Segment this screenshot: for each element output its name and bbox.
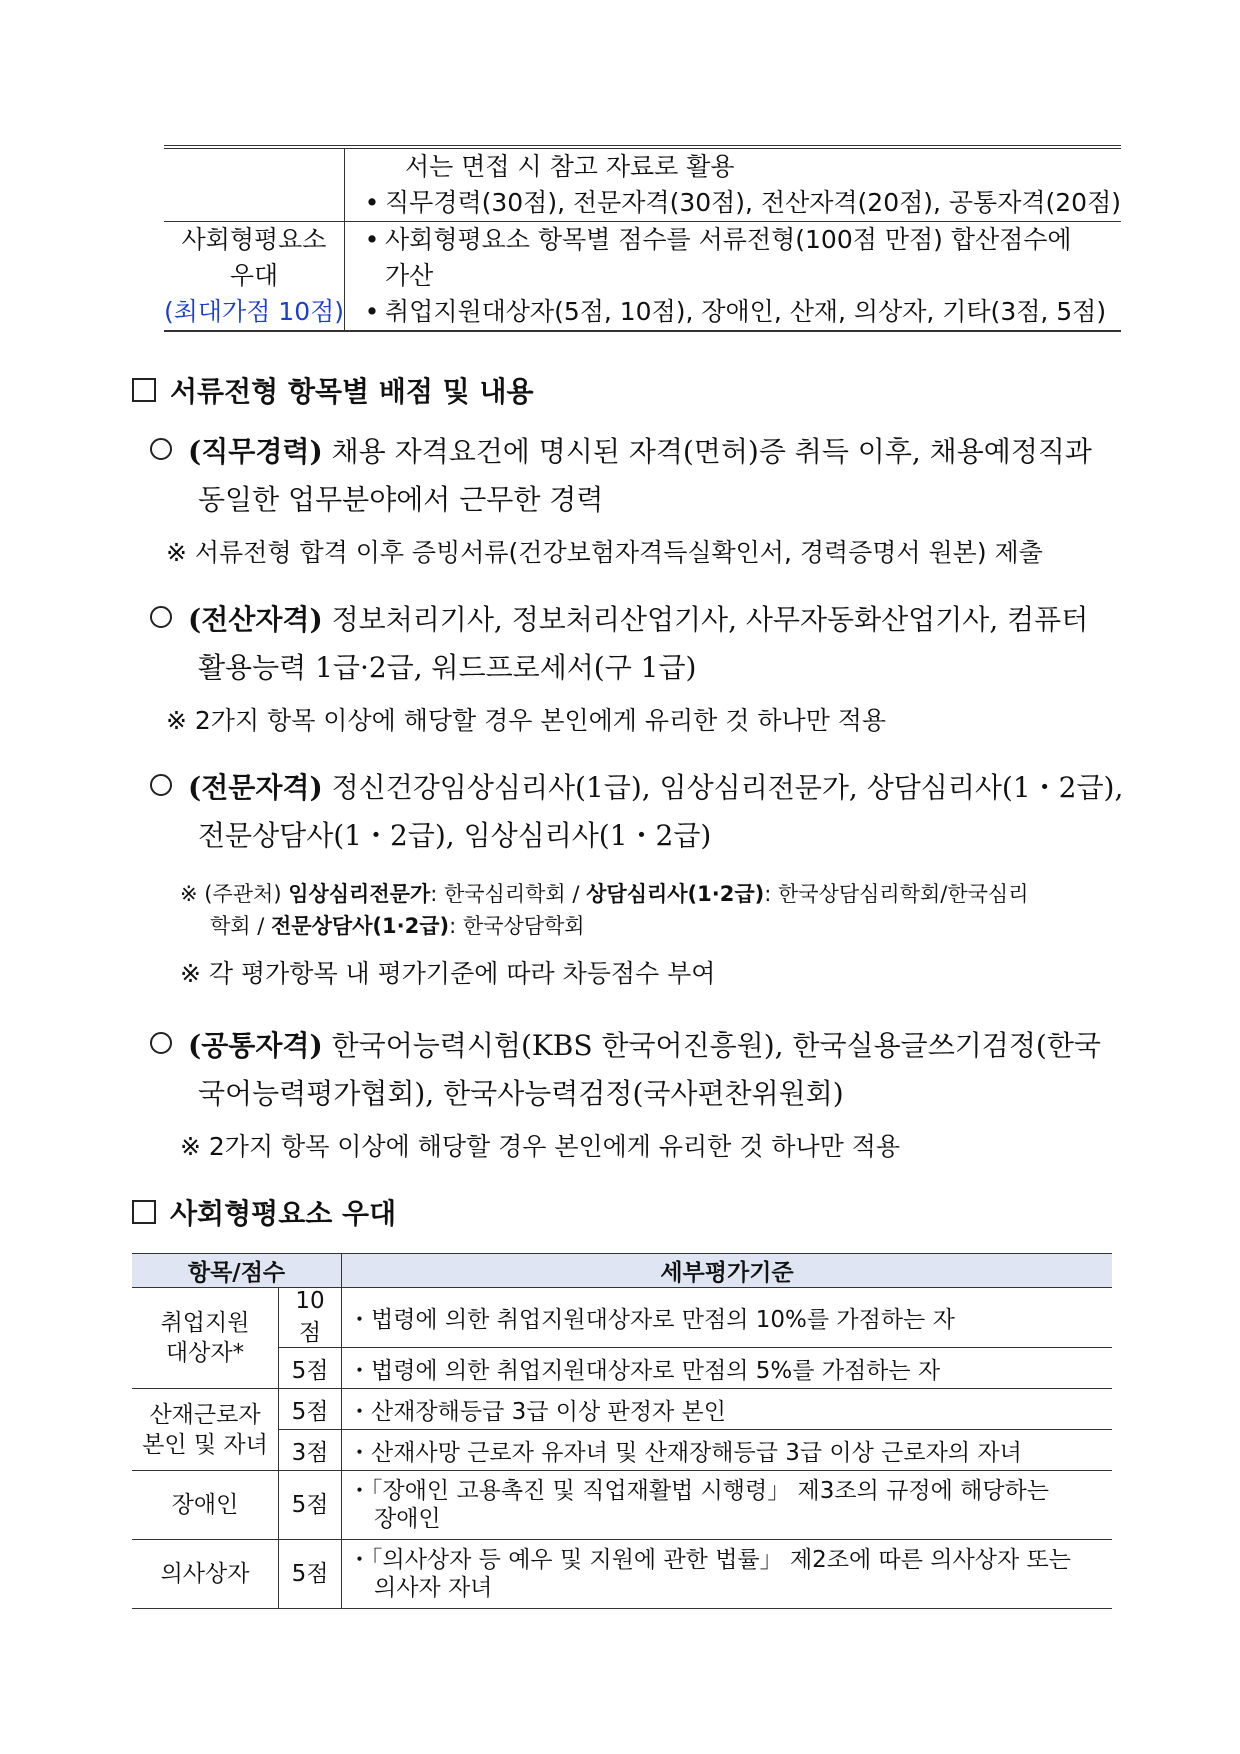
item-text: 국어능력평가협회), 한국사능력검정(국사편찬위원회) <box>198 1077 844 1110</box>
category-cell: 의사상자 <box>132 1540 279 1609</box>
note-text: 학회 / <box>210 914 271 938</box>
note-text: : 한국상담학회 <box>449 914 585 938</box>
section-title: 서류전형 항목별 배점 및 내용 <box>170 375 534 408</box>
table-row <box>132 1348 1112 1389</box>
note-bold: 전문상담사(1·2급) <box>271 914 450 938</box>
points-cell: 5점 <box>279 1540 342 1609</box>
text-line: 서는 면접 시 참고 자료로 활용 <box>405 152 735 181</box>
circle-bullet-icon <box>150 606 172 628</box>
circle-bullet-icon <box>150 774 172 796</box>
item-text: 정신건강임상심리사(1급), 임상심리전문가, 상담심리사(1・2급), <box>331 771 1124 804</box>
text-line: 사회형평요소 항목별 점수를 서류전형(100점 만점) 합산점수에 <box>385 225 1072 254</box>
text-line: 취업지원대상자(5점, 10점), 장애인, 산재, 의상자, 기타(3점, 5점) <box>385 297 1107 326</box>
item-line <box>150 1028 1101 1064</box>
category-line: 본인 및 자녀 <box>142 1431 268 1458</box>
criteria-cell: ・법령에 의한 취업지원대상자로 만점의 5%를 가점하는 자 <box>342 1348 1113 1389</box>
label-line-accent: (최대가점 10점) <box>164 297 345 326</box>
note-line: ※ 각 평가항목 내 평가기준에 따라 차등점수 부여 <box>180 959 716 988</box>
note-text: : 한국심리학회 / <box>430 882 587 906</box>
item-text: 채용 자격요건에 명시된 자격(면허)증 취득 이후, 채용예정직과 <box>331 435 1092 468</box>
item-text: 정보처리기사, 정보처리산업기사, 사무자동화산업기사, 컴퓨터 <box>331 603 1089 636</box>
note-bold: 상담심리사(1·2급) <box>586 882 765 906</box>
circle-bullet-icon <box>150 438 172 460</box>
section-heading <box>132 370 534 410</box>
note-line: ※ 2가지 항목 이상에 해당할 경우 본인에게 유리한 것 하나만 적용 <box>180 1132 901 1161</box>
note-line <box>210 910 585 942</box>
item-text: 한국어능력시험(KBS 한국어진흥원), 한국실용글쓰기검정(한국 <box>331 1029 1101 1062</box>
table-cell-label <box>164 222 345 332</box>
circle-bullet-icon <box>150 1032 172 1054</box>
note-text: : 한국상담심리학회/한국심리 <box>764 882 1029 906</box>
criteria-cell: ・산재사망 근로자 유자녀 및 산재장해등급 3급 이상 근로자의 자녀 <box>342 1430 1113 1471</box>
table-header-row <box>132 1254 1112 1288</box>
section-title: 사회형평요소 우대 <box>170 1197 397 1230</box>
criteria-line: ・「의사상자 등 예우 및 지원에 관한 법률」 제2조에 따른 의사상자 또는 <box>348 1547 1071 1573</box>
category-cell <box>132 1288 279 1389</box>
table-cell-content <box>345 222 1121 332</box>
checkbox-square-icon <box>132 378 156 402</box>
criteria-line: ・「장애인 고용촉진 및 직업재활법 시행령」 제3조의 규정에 해당하는 <box>348 1478 1049 1504</box>
points-cell: 5점 <box>279 1389 342 1430</box>
category-line: 취업지원 <box>160 1310 250 1336</box>
criteria-cell: ・산재장해등급 3급 이상 판정자 본인 <box>342 1389 1113 1430</box>
points-cell: 5점 <box>279 1348 342 1389</box>
top-summary-table <box>164 145 1121 332</box>
note-line: ※ 2가지 항목 이상에 해당할 경우 본인에게 유리한 것 하나만 적용 <box>166 706 887 735</box>
table-row <box>132 1540 1112 1609</box>
label-line: 우대 <box>229 261 279 290</box>
criteria-cell: ・법령에 의한 취업지원대상자로 만점의 10%를 가점하는 자 <box>342 1288 1113 1348</box>
table-header-criteria: 세부평가기준 <box>342 1254 1113 1288</box>
table-row <box>132 1471 1112 1540</box>
points-cell: 10점 <box>279 1288 342 1348</box>
item-label: (공통자격) <box>188 1029 323 1062</box>
note-text: ※ (주관처) <box>180 882 289 906</box>
bullet-line <box>345 294 1121 330</box>
item-text: 전문상담사(1・2급), 임상심리사(1・2급) <box>198 819 712 852</box>
bullet-line <box>345 185 1121 221</box>
bullet-icon: • <box>364 188 380 217</box>
text-line: 직무경력(30점), 전문자격(30점), 전산자격(20점), 공통자격(20점) <box>385 188 1121 217</box>
category-line: 산재근로자 <box>149 1401 261 1428</box>
table-cell-content <box>345 147 1121 222</box>
table-row <box>132 1389 1112 1430</box>
item-label: (전문자격) <box>188 771 323 804</box>
section-heading <box>132 1192 396 1232</box>
table-row <box>132 1288 1112 1348</box>
bullet-icon: • <box>364 297 380 326</box>
criteria-cell <box>342 1540 1113 1609</box>
table-header-item: 항목/점수 <box>132 1254 342 1288</box>
category-cell <box>132 1389 279 1471</box>
category-line: 대상자* <box>165 1340 245 1366</box>
item-line <box>150 434 1092 470</box>
social-equity-table <box>132 1253 1112 1609</box>
item-label: (전산자격) <box>188 603 323 636</box>
note-bold: 임상심리전문가 <box>288 882 431 906</box>
item-text: 활용능력 1급·2급, 워드프로세서(구 1급) <box>198 651 697 684</box>
bullet-icon: • <box>364 225 380 254</box>
note-line: ※ 서류전형 합격 이후 증빙서류(건강보험자격득실확인서, 경력증명서 원본) 제출 <box>166 538 1043 567</box>
text-line: 가산 <box>385 261 434 290</box>
item-line <box>150 602 1088 638</box>
item-label: (직무경력) <box>188 435 323 468</box>
note-line <box>180 878 1029 910</box>
table-row <box>132 1430 1112 1471</box>
table-row <box>164 222 1121 332</box>
bullet-line <box>345 222 1121 258</box>
criteria-line: 장애인 <box>374 1506 441 1532</box>
label-line: 사회형평요소 <box>181 225 327 254</box>
category-cell: 장애인 <box>132 1471 279 1540</box>
points-cell: 5점 <box>279 1471 342 1540</box>
item-text: 동일한 업무분야에서 근무한 경력 <box>198 483 604 516</box>
item-line <box>150 770 1123 806</box>
checkbox-square-icon <box>132 1200 156 1224</box>
points-cell: 3점 <box>279 1430 342 1471</box>
criteria-cell <box>342 1471 1113 1540</box>
table-cell-empty <box>164 147 345 222</box>
criteria-line: 의사자 자녀 <box>374 1575 493 1601</box>
table-row <box>164 147 1121 222</box>
